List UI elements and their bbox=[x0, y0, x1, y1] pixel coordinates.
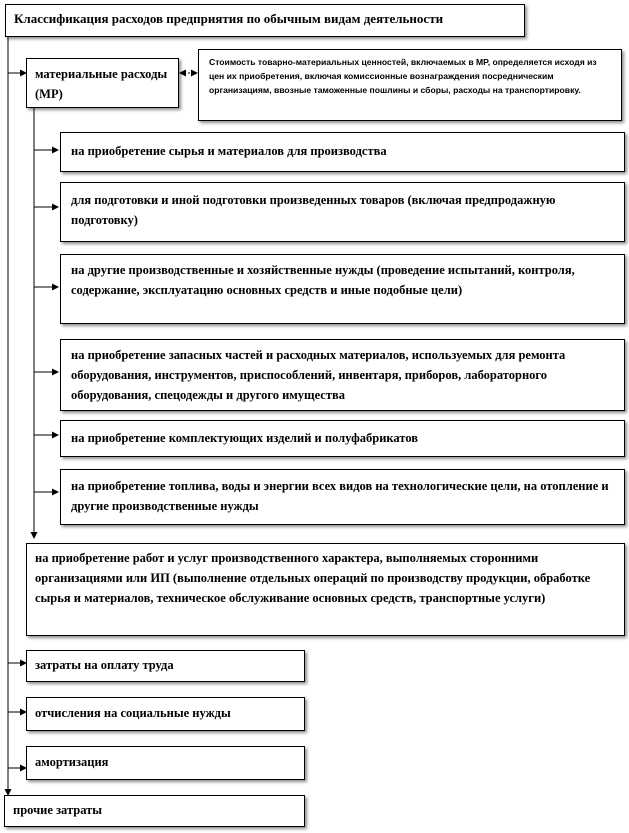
category-label: прочие затраты bbox=[13, 803, 103, 817]
material-item-text: на приобретение комплектующих изделий и полуфабрикатов bbox=[71, 431, 419, 445]
material-cost-note-text: Стоимость товарно-материальных ценностей, включаемых в МР, определяется исходя из цен их приобретения, включая комиссионные вознаграждения посредническим организациям, ввозные таможенные пошлины и сборы, расходы на транспортировку. bbox=[209, 57, 597, 95]
category-social-contributions bbox=[26, 697, 305, 731]
material-item-raw-materials bbox=[60, 132, 625, 172]
category-label: затраты на оплату труда bbox=[35, 658, 174, 672]
material-item-text: на приобретение топлива, воды и энергии всех видов на технологические цели, на отопление и другие производственные нужды bbox=[71, 479, 609, 513]
material-item-text: на приобретение работ и услуг производственного характера, выполняемых сторонними организациями или ИП (выполнение отдельных операций по производству продукции, обработке сырья и материалов, техническое обслуживание основных средств, транспортные услуги) bbox=[35, 551, 591, 605]
category-depreciation bbox=[26, 746, 305, 780]
material-item-text: на другие производственные и хозяйственные нужды (проведение испытаний, контроля, содержание, эксплуатацию основных средств и иные подобные цели) bbox=[71, 263, 575, 297]
material-item-components bbox=[60, 420, 625, 457]
category-labor-costs bbox=[26, 650, 305, 682]
material-cost-note bbox=[198, 49, 622, 121]
material-item-goods-preparation bbox=[60, 182, 625, 242]
category-other-costs bbox=[4, 795, 305, 827]
diagram-title: Классификация расходов предприятия по обычным видам деятельности bbox=[14, 11, 444, 26]
material-item-spare-parts bbox=[60, 339, 625, 411]
material-item-production-needs bbox=[60, 254, 625, 324]
diagram-title-box bbox=[5, 4, 525, 37]
material-item-works-services bbox=[26, 543, 625, 636]
material-item-text: на приобретение запасных частей и расходных материалов, используемых для ремонта оборудования, инструментов, приспособлений, инвентаря, приборов, лабораторного оборудования, спецодежды и другого имущества bbox=[71, 348, 566, 402]
material-item-text: на приобретение сырья и материалов для производства bbox=[71, 144, 387, 158]
material-expenses-box bbox=[26, 58, 179, 108]
category-label: амортизация bbox=[35, 755, 109, 769]
material-item-text: для подготовки и иной подготовки произведенных товаров (включая предпродажную подготовку) bbox=[71, 193, 556, 227]
material-expenses-label: материальные расходы (МР) bbox=[35, 67, 168, 101]
category-label: отчисления на социальные нужды bbox=[35, 706, 231, 720]
material-item-fuel-energy bbox=[60, 469, 625, 525]
